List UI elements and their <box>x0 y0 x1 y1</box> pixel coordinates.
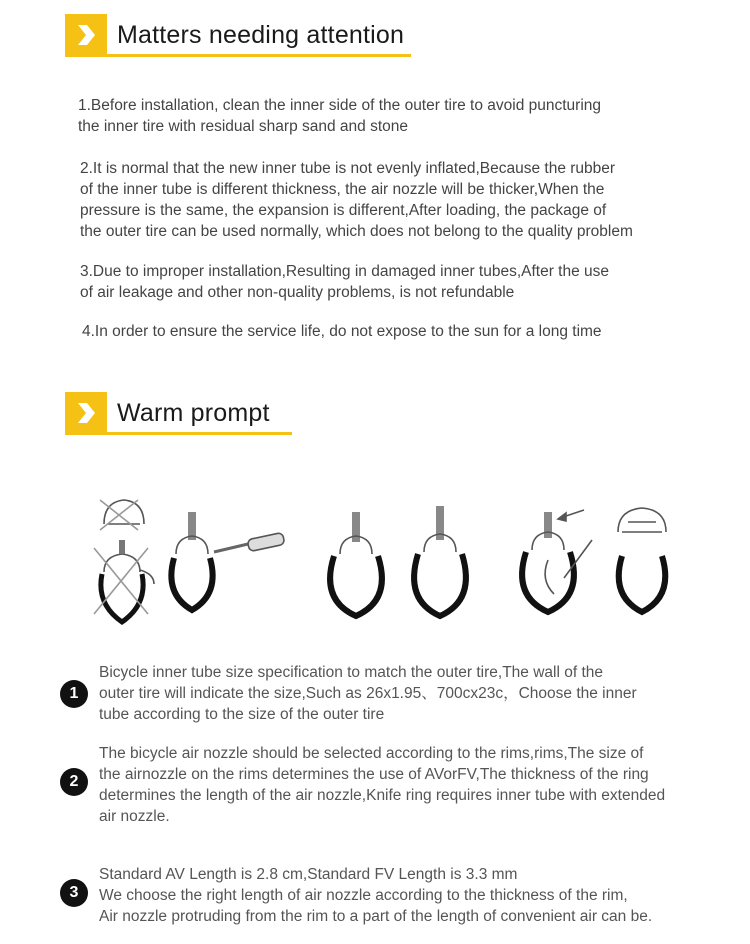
screwdriver-figure <box>171 512 284 610</box>
inflated-tube-figure <box>414 506 466 616</box>
attention-item-3: 3.Due to improper installation,Resulting in damaged inner tubes,After the use of air leakage and other non-quality problems, is not refundable <box>80 263 610 301</box>
tip-number-badge: 1 <box>60 680 88 708</box>
prompt-underline <box>65 432 292 435</box>
finished-tire-figure <box>618 508 666 612</box>
attention-title: Matters needing attention <box>117 20 405 49</box>
tip-number-badge: 3 <box>60 879 88 907</box>
chevron-right-icon <box>65 14 107 56</box>
inflated-tube-figure <box>330 512 382 616</box>
prompt-header <box>65 392 270 434</box>
tube-installation-illustration <box>88 492 688 632</box>
attention-underline <box>65 54 411 57</box>
tip-text: Standard AV Length is 2.8 cm,Standard FV Length is 3.3 mm We choose the right length of air nozzle according to the thickness of the rim, Air nozzle protruding from the rim to a part of the length of convenient air can be. <box>99 866 653 925</box>
attention-item-4: 4.In order to ensure the service life, do not expose to the sun for a long time <box>82 323 602 340</box>
attention-item-1: 1.Before installation, clean the inner side of the outer tire to avoid puncturing the inner tire with residual sharp sand and stone <box>78 97 602 135</box>
prompt-title: Warm prompt <box>117 398 270 427</box>
tip-text: The bicycle air nozzle should be selected according to the rims,rims,The size of the airnozzle on the rims determines the use of AVorFV,The thickness of the ring determines the length of the air nozzle,Knife ring requires inner tube with extended air nozzle. <box>99 745 666 825</box>
tip-number-badge: 2 <box>60 768 88 796</box>
attention-header <box>65 14 404 56</box>
nozzle-arrow-figure <box>522 510 592 612</box>
tip-text: Bicycle inner tube size specification to match the outer tire,The wall of the outer tire will indicate the size,Such as 26x1.95、700cx23c，Choose the inner tube according to the size of the outer tire <box>99 664 637 723</box>
attention-item-2: 2.It is normal that the new inner tube is not evenly inflated,Because the rubber of the inner tube is different thickness, the air nozzle will be thicker,When the pressure is the same, the expansion is different,After loading, the package of the outer tire can be used normally, which does not belong to the quality problem <box>80 160 633 240</box>
wrong-method-figure <box>94 500 154 622</box>
chevron-right-icon <box>65 392 107 434</box>
